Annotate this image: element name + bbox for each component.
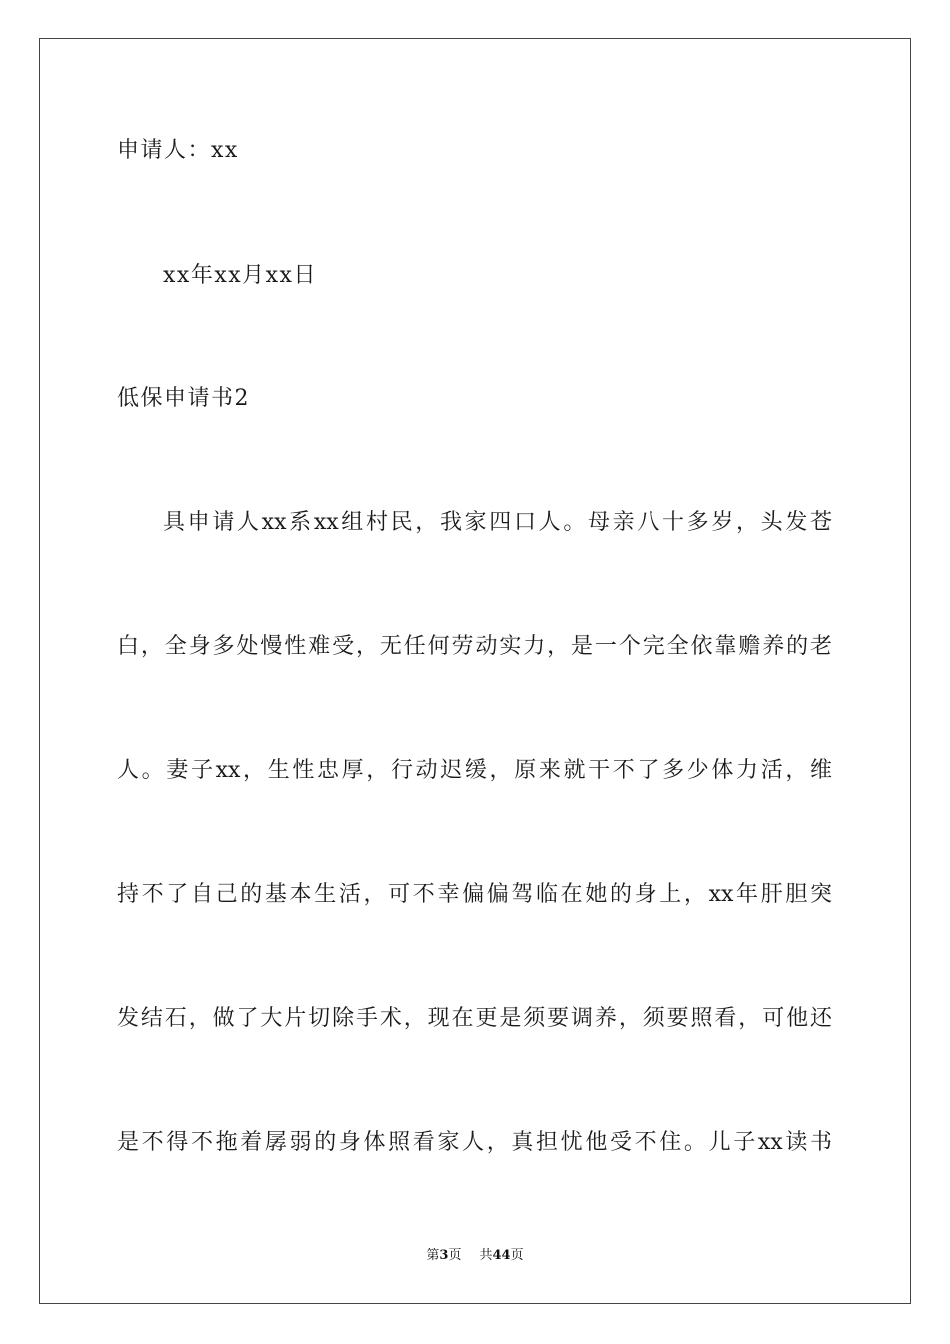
body-line-2: 白，全身多处慢性难受，无任何劳动实力，是一个完全依靠赡养的老 (117, 634, 832, 659)
body-line-5: 发结石，做了大片切除手术，现在更是须要调养，须要照看，可他还 (117, 1006, 832, 1031)
total-pages: 44 (492, 1248, 511, 1263)
page-border (39, 38, 911, 1304)
body-line-4: 持不了自己的基本生活，可不幸偏偏驾临在她的身上，xx年肝胆突 (117, 882, 832, 907)
applicant-line: 申请人：xx (117, 138, 239, 163)
page-number: 3 (439, 1248, 449, 1263)
body-line-1: 具申请人xx系xx组村民，我家四口人。母亲八十多岁，头发苍 (163, 510, 832, 535)
total-suffix: 页 (510, 1248, 524, 1263)
date-line: xx年xx月xx日 (163, 263, 317, 288)
body-line-6: 是不得不拖着孱弱的身体照看家人，真担忧他受不住。儿子xx读书 (117, 1130, 832, 1155)
page-footer (0, 1247, 950, 1265)
section-title: 低保申请书2 (117, 386, 250, 411)
body-line-3: 人。妻子xx，生性忠厚，行动迟缓，原来就干不了多少体力活，维 (117, 758, 832, 783)
page-suffix: 页 (448, 1248, 462, 1263)
page-prefix: 第 (426, 1248, 440, 1263)
total-prefix: 共 (479, 1248, 493, 1263)
